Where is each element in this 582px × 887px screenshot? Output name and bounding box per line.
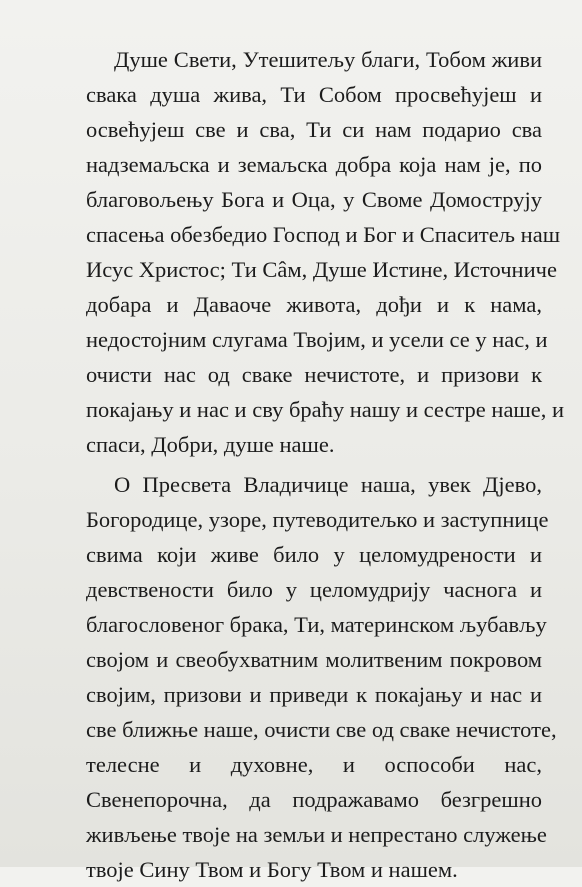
text-line: девствености било у целомудрију часнога и [86, 577, 542, 602]
text-line: покајању и нас и сву браћу нашу и сестре наше, и [86, 397, 565, 422]
text-line: својим, призови и приведи к покајању и нас и [86, 682, 542, 707]
text-line: О Пресвета Владичице наша, увек Дјево, [114, 472, 542, 497]
text-line: Богородице, узоре, путеводитељко и заступнице [86, 507, 549, 532]
text-line: спаси, Добри, душе наше. [86, 432, 335, 457]
text-line: свима који живе било у целомудрености и [86, 542, 542, 567]
text-line: све ближње наше, очисти све од сваке нечистоте, [86, 717, 557, 742]
text-line: твоје Сину Твом и Богу Твом и нашем. [86, 857, 458, 882]
text-line: живљење твоје на земљи и непрестано служење [86, 822, 547, 847]
text-line: својом и свеобухватним молитвеним покровом [86, 647, 542, 672]
text-line: надземаљска и земаљска добра која нам је, по [86, 152, 542, 177]
text-line: очисти нас од сваке нечистоте, и призови к [86, 362, 542, 387]
text-line: Исус Христос; Ти Сâм, Душе Истине, Источниче [86, 257, 557, 282]
paragraph-holy-spirit [86, 42, 565, 462]
text-line: телесне и духовне, и оспособи нас, [86, 752, 542, 777]
text-line: Свенепорочна, да подражавамо безгрешно [86, 787, 542, 812]
text-line: недостојним слугама Твојим, и усели се у нас, и [86, 327, 548, 352]
paragraph-theotokos [86, 467, 557, 887]
text-line: спасења обезбедио Господ и Бог и Спаситељ наш [86, 222, 561, 247]
text-line: Душе Свети, Утешитељу благи, Тобом живи [114, 47, 542, 72]
text-line: свака душа жива, Ти Собом просвећујеш и [86, 82, 542, 107]
text-line: освећујеш све и сва, Ти си нам подарио сва [86, 117, 542, 142]
text-line: добара и Даваоче живота, дођи и к нама, [86, 292, 542, 317]
text-line: благословеног брака, Ти, материнском љубављу [86, 612, 547, 637]
text-line: благовољењу Бога и Оца, у Своме Домострују [86, 187, 542, 212]
